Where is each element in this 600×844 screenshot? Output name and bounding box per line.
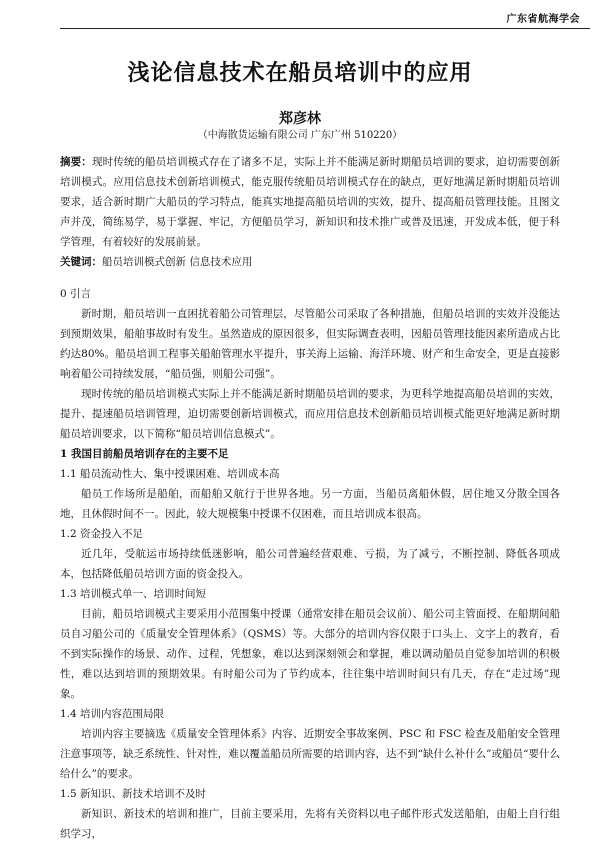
paragraph-1-2: 近几年，受航运市场持续低迷影响，船公司普遍经营艰难、亏损，为了减亏，不断控制、降低各项成本，包括降低船员培训方面的资金投入。 <box>60 548 560 580</box>
section-heading-1-4: 1.4 培训内容范围局限 <box>60 708 165 720</box>
article-title: 浅论信息技术在船员培训中的应用 <box>127 61 473 86</box>
section-heading-intro: 0 引言 <box>60 288 92 300</box>
article-affiliation: （中海散货运输有限公司 广东广州 510220） <box>197 130 403 141</box>
keywords-label: 关键词： <box>60 256 102 268</box>
journal-society-header: 广东省航海学会 <box>506 14 580 25</box>
spacer <box>60 272 560 284</box>
keywords-text: 船员培训模式创新 信息技术应用 <box>102 256 253 268</box>
paragraph-1-5: 新知识、新技术的培训和推广，目前主要采用，先将有关资料以电子邮件形式发送船舶，由船上自行组织学习， <box>60 808 560 840</box>
paragraph-intro-1: 新时期，船员培训一直困扰着船公司管理层，尽管船公司采取了各种措施，但船员培训的实效并没能达到预期效果，船舶事故时有发生。虽然造成的原因很多，但实际调查表明，因船员管理技能因素所造成占比约达80%。船员培训工程事关船舶管理水平提升，事关海上运输、海洋环境、财产和生命安全，更是直接影响着船公司持续发展，“船员强，则船公司强”。 <box>60 308 560 380</box>
abstract <box>60 152 560 252</box>
article-author: 郑彦林 <box>279 111 321 127</box>
abstract-text: 现时传统的船员培训模式存在了诸多不足，实际上并不能满足新时期船员培训的要求，迫切需要创新培训模式。应用信息技术创新培训模式，能克服传统船员培训模式存在的缺点，更好地满足新时期船员培训要求，适合新时期广大船员的学习特点，能真实地提高船员培训的实效，提升、提高船员管理技能。且图文声并茂，简练易学，易于掌握、牢记，方便船员学习，新知识和技术推广或普及迅速，开发成本低，便于科学管理，有着较好的发展前景。 <box>60 156 561 248</box>
section-heading-1-3: 1.3 培训模式单一、培训时间短 <box>60 588 207 600</box>
paragraph-1-3: 目前，船员培训模式主要采用小范围集中授课（通常安排在船员会议前）、船公司主管面授、在船期间船员自习船公司的《质量安全管理体系》（QSMS）等。大部分的培训内容仅限于口头上、文字上的教育，看不到实际操作的场景、动作、过程，凭想象，难以达到深刻领会和掌握，难以调动船员自觉参加培训的积极性，难以达到培训的预期效果。有时船公司为了节约成本，往往集中培训时间只有几天，存在“走过场”现象。 <box>60 608 560 700</box>
header-rule <box>60 28 590 29</box>
section-heading-1-1: 1.1 船员流动性大、集中授课困难、培训成本高 <box>60 468 280 480</box>
paragraph-1-4: 培训内容主要摘选《质量安全管理体系》内容、近期安全事故案例、PSC 和 FSC 检查及船舶安全管理注意事项等，缺乏系统性、针对性，难以覆盖船员所需要的培训内容，达不到“缺什么补什么”或船员“要什么给什么”的要求。 <box>60 728 560 780</box>
abstract-label: 摘要： <box>60 156 92 168</box>
article-body <box>60 152 560 844</box>
section-heading-1-2: 1.2 资金投入不足 <box>60 528 144 540</box>
keywords <box>60 252 560 272</box>
section-heading-1: 1 我国目前船员培训存在的主要不足 <box>60 448 229 460</box>
paragraph-1-1: 船员工作场所是船舶，而船舶又航行于世界各地。另一方面，当船员离船休假，居住地又分散全国各地，且休假时间不一。因此，较大规模集中授课不仅困难，而且培训成本很高。 <box>60 488 560 520</box>
paragraph-intro-2: 现时传统的船员培训模式实际上并不能满足新时期船员培训的要求，为更科学地提高船员培训的实效，提升、提速船员培训管理，迫切需要创新培训模式，而应用信息技术创新船员培训模式能更好地满足新时期船员培训要求，以下简称“船员培训信息模式”。 <box>60 388 560 440</box>
section-heading-1-5: 1.5 新知识、新技术培训不及时 <box>60 788 207 800</box>
